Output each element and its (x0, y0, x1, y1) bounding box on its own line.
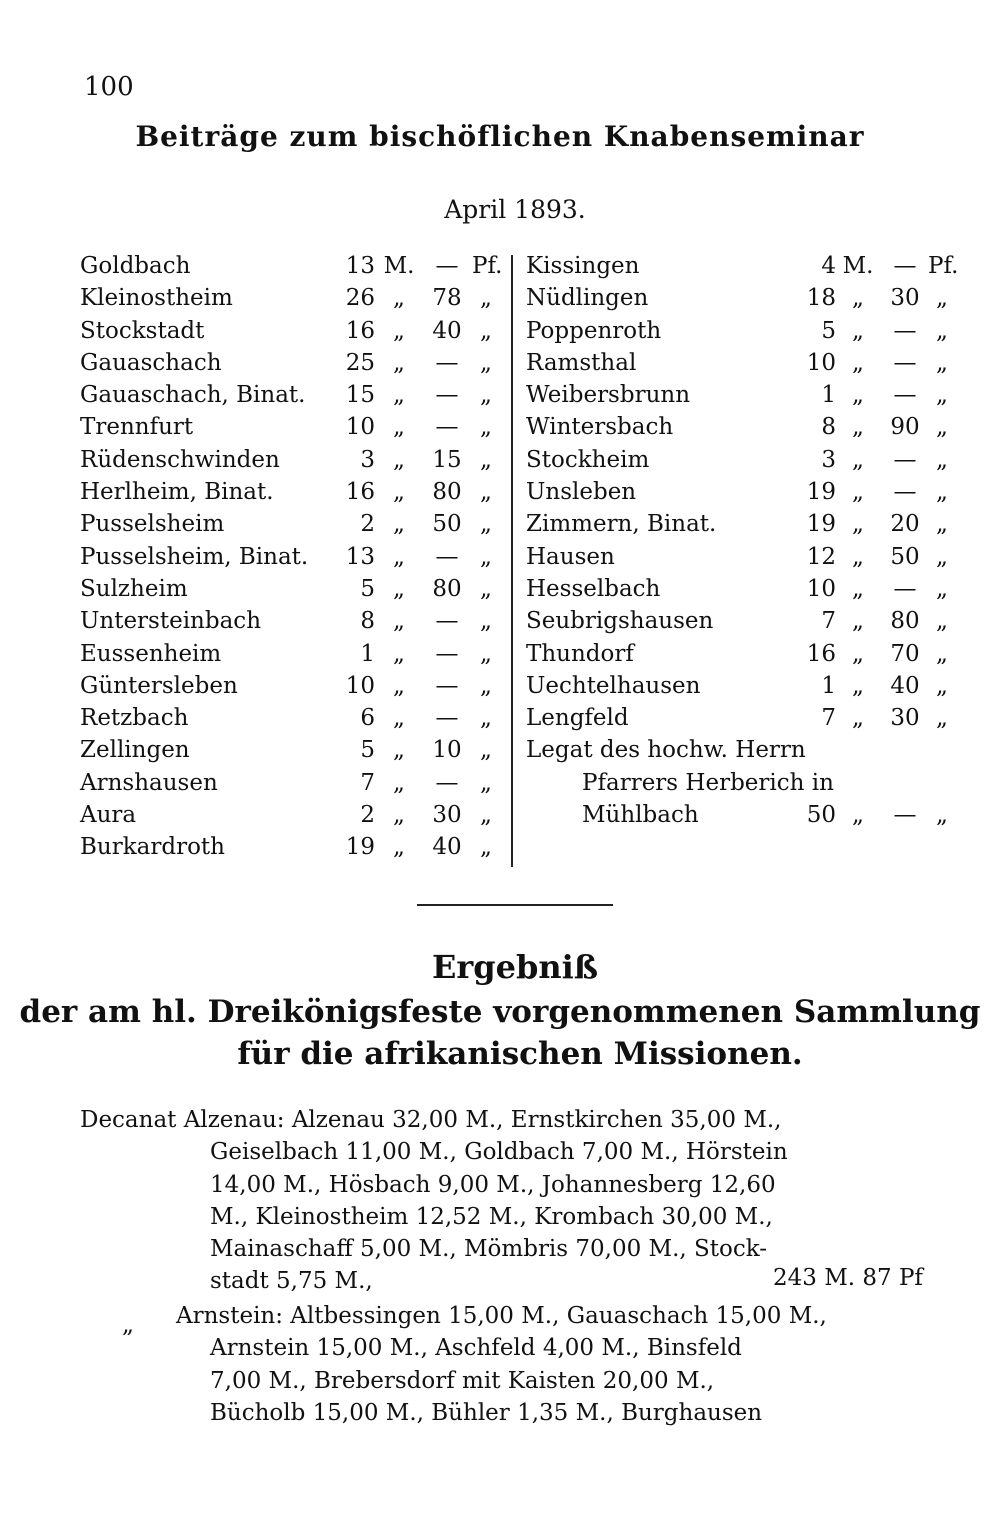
decanat-alzenau-total: 243 M. 87 Pf (773, 1265, 923, 1291)
place-name: Uechtelhausen (526, 672, 701, 699)
section-title-line-3: für die afrikanischen Missionen. (237, 1036, 803, 1072)
donation-row (80, 315, 500, 347)
place-name: Wintersbach (526, 414, 674, 441)
mark-amount: 16 (806, 640, 836, 667)
pfennig-unit: „ (480, 414, 492, 441)
decanat-line: stadt 5,75 M., (210, 1268, 373, 1295)
mark-unit: „ (852, 640, 864, 667)
pfennig-unit: „ (936, 640, 948, 667)
mark-unit: „ (393, 479, 405, 506)
pfennig-unit: „ (936, 479, 948, 506)
pfennig-amount: — (435, 414, 459, 441)
place-name: Untersteinbach (80, 608, 262, 635)
donation-row (80, 444, 500, 476)
pfennig-unit: „ (480, 705, 492, 732)
mark-unit: „ (852, 479, 864, 506)
date-heading: April 1893. (444, 195, 586, 224)
pfennig-amount: — (893, 317, 917, 344)
place-name: Kleinostheim (80, 285, 233, 312)
pfennig-amount: 30 (890, 285, 920, 312)
mark-amount: 4 (821, 253, 836, 279)
page-title: Beiträge zum bischöflichen Knabenseminar (135, 120, 865, 153)
right-donation-column (526, 250, 959, 831)
place-name: Thundorf (526, 640, 634, 667)
donation-row (526, 541, 956, 573)
pfennig-amount: 80 (890, 608, 920, 635)
mark-amount: 25 (345, 349, 375, 376)
decanat-line: M., Kleinostheim 12,52 M., Krombach 30,00 M., (210, 1203, 773, 1230)
mark-unit: „ (393, 414, 405, 441)
pfennig-amount: 10 (432, 737, 462, 764)
place-name: Eussenheim (80, 640, 222, 667)
mark-unit: „ (393, 285, 405, 312)
mark-amount: 2 (360, 802, 375, 829)
mark-unit: „ (393, 705, 405, 732)
pfennig-amount: — (893, 446, 917, 473)
mark-unit: „ (393, 543, 405, 570)
donation-row (80, 702, 500, 734)
place-name: Stockstadt (80, 317, 205, 344)
mark-amount: 10 (345, 414, 375, 441)
pfennig-amount: 90 (890, 414, 920, 441)
mark-unit: „ (393, 834, 405, 861)
pfennig-amount: — (435, 640, 459, 667)
mark-unit: „ (852, 414, 864, 441)
decanat-arnstein-entry (176, 1300, 827, 1429)
pfennig-unit: „ (936, 349, 948, 376)
pfennig-amount: 70 (890, 640, 920, 667)
donation-row (80, 767, 500, 799)
place-name: Pfarrers Herberich in (582, 769, 834, 796)
pfennig-unit: „ (936, 802, 948, 829)
pfennig-unit: „ (936, 672, 948, 699)
place-name: Burkardroth (80, 834, 225, 861)
pfennig-unit: „ (480, 737, 492, 764)
mark-amount: 3 (821, 446, 836, 473)
mark-amount: 19 (806, 511, 836, 538)
pfennig-unit: „ (480, 446, 492, 473)
pfennig-unit: „ (480, 285, 492, 312)
place-name: Gauaschach (80, 349, 222, 376)
mark-amount: 10 (806, 349, 836, 376)
mark-unit: „ (393, 511, 405, 538)
place-name: Herlheim, Binat. (80, 479, 274, 506)
pfennig-amount: 30 (432, 802, 462, 829)
donation-row (80, 541, 500, 573)
place-name: Hesselbach (526, 575, 661, 602)
donation-row (80, 347, 500, 379)
pfennig-amount: — (435, 382, 459, 409)
mark-unit: „ (393, 802, 405, 829)
pfennig-unit: „ (936, 511, 948, 538)
pfennig-amount: 40 (890, 672, 920, 699)
pfennig-amount: — (435, 253, 459, 279)
mark-amount: 1 (821, 672, 836, 699)
mark-unit: „ (852, 446, 864, 473)
place-name: Goldbach (80, 253, 191, 279)
mark-amount: 1 (821, 382, 836, 409)
pfennig-unit: Pf. (472, 253, 503, 279)
pfennig-amount: 80 (432, 575, 462, 602)
donation-row (526, 315, 956, 347)
donation-row (526, 444, 956, 476)
place-name: Unsleben (526, 479, 637, 506)
mark-unit: „ (393, 349, 405, 376)
donation-row (526, 573, 956, 605)
mark-amount: 10 (806, 575, 836, 602)
mark-amount: 5 (821, 317, 836, 344)
pfennig-unit: „ (936, 446, 948, 473)
place-name: Aura (80, 802, 137, 829)
mark-amount: 7 (821, 608, 836, 635)
donation-row (526, 508, 956, 540)
pfennig-amount: — (435, 672, 459, 699)
place-name: Stockheim (526, 446, 650, 473)
pfennig-unit: „ (936, 543, 948, 570)
place-name: Poppenroth (526, 317, 662, 344)
donation-row (80, 831, 500, 863)
mark-unit: „ (393, 640, 405, 667)
donation-row (526, 250, 959, 282)
donation-row (526, 638, 956, 670)
mark-amount: 50 (806, 802, 836, 829)
pfennig-amount: 15 (432, 446, 462, 473)
pfennig-amount: 50 (890, 543, 920, 570)
place-name: Sulzheim (80, 575, 188, 602)
place-name: Rüdenschwinden (80, 446, 280, 473)
mark-amount: 13 (345, 543, 375, 570)
mark-unit: „ (852, 349, 864, 376)
donation-row (526, 476, 956, 508)
place-name: Arnshausen (80, 769, 218, 796)
place-name: Lengfeld (526, 705, 629, 732)
mark-unit: „ (852, 511, 864, 538)
pfennig-unit: „ (480, 640, 492, 667)
decanat-line: Bücholb 15,00 M., Bühler 1,35 M., Burghausen (210, 1399, 763, 1426)
donation-row (80, 670, 500, 702)
mark-amount: 3 (360, 446, 375, 473)
decanat-line: Geiselbach 11,00 M., Goldbach 7,00 M., Hörstein (210, 1139, 788, 1166)
donation-row (80, 282, 500, 314)
mark-amount: 8 (360, 608, 375, 635)
donation-row (526, 379, 956, 411)
place-name: Kissingen (526, 253, 640, 279)
donation-row (526, 282, 956, 314)
section-divider (417, 904, 613, 906)
mark-unit: „ (852, 672, 864, 699)
pfennig-unit: „ (480, 543, 492, 570)
donation-row (526, 670, 956, 702)
donation-row (80, 605, 500, 637)
place-name: Legat des hochw. Herrn (526, 737, 806, 764)
mark-amount: 10 (345, 672, 375, 699)
left-donation-column (80, 250, 503, 864)
pfennig-amount: — (893, 253, 917, 279)
donation-row (80, 799, 500, 831)
section-title-line-1: Ergebniß (431, 948, 599, 986)
donation-row (80, 508, 500, 540)
place-name: Trennfurt (80, 414, 194, 441)
place-name: Ramsthal (526, 349, 637, 376)
pfennig-unit: „ (936, 608, 948, 635)
decanat-line: 14,00 M., Hösbach 9,00 M., Johannesberg 12,60 (210, 1171, 776, 1198)
mark-amount: 16 (345, 479, 375, 506)
mark-unit: „ (852, 382, 864, 409)
donation-row (80, 379, 500, 411)
mark-unit: „ (393, 672, 405, 699)
pfennig-amount: — (893, 802, 917, 829)
pfennig-amount: 50 (432, 511, 462, 538)
place-name: Pusselsheim (80, 511, 225, 538)
place-name: Weibersbrunn (526, 382, 691, 409)
donation-row (526, 702, 956, 734)
pfennig-amount: — (893, 479, 917, 506)
page-number: 100 (84, 72, 134, 102)
pfennig-unit: „ (936, 414, 948, 441)
donation-row (526, 411, 956, 443)
mark-amount: 5 (360, 737, 375, 764)
mark-unit: „ (852, 575, 864, 602)
mark-unit: „ (852, 705, 864, 732)
pfennig-amount: — (435, 769, 459, 796)
decanat-line: Decanat Alzenau: Alzenau 32,00 M., Ernstkirchen 35,00 M., (80, 1107, 782, 1133)
mark-amount: 7 (821, 705, 836, 732)
pfennig-unit: „ (480, 834, 492, 861)
donation-row (80, 476, 500, 508)
donation-row (80, 638, 500, 670)
mark-amount: 26 (345, 285, 375, 312)
decanat-line: Mainaschaff 5,00 M., Mömbris 70,00 M., Stock- (210, 1236, 768, 1263)
pfennig-unit: „ (936, 285, 948, 312)
column-divider (511, 255, 513, 867)
donation-row (526, 347, 956, 379)
mark-unit: „ (393, 575, 405, 602)
place-name: Hausen (526, 543, 615, 570)
pfennig-unit: „ (480, 349, 492, 376)
pfennig-unit: „ (480, 511, 492, 538)
pfennig-unit: „ (480, 317, 492, 344)
pfennig-amount: — (435, 349, 459, 376)
mark-unit: „ (852, 608, 864, 635)
mark-amount: 13 (345, 253, 375, 279)
pfennig-unit: „ (936, 382, 948, 409)
place-name: Mühlbach (582, 802, 699, 829)
place-name: Nüdlingen (526, 285, 649, 312)
mark-unit: „ (852, 317, 864, 344)
mark-amount: 19 (806, 479, 836, 506)
mark-amount: 2 (360, 511, 375, 538)
mark-amount: 18 (806, 285, 836, 312)
pfennig-unit: „ (480, 769, 492, 796)
donation-row (80, 734, 500, 766)
donation-row (80, 573, 500, 605)
pfennig-amount: — (893, 575, 917, 602)
pfennig-amount: — (893, 382, 917, 409)
mark-unit: „ (393, 737, 405, 764)
mark-amount: 6 (360, 705, 375, 732)
donation-row (526, 605, 956, 637)
donation-row (80, 411, 500, 443)
pfennig-unit: „ (936, 317, 948, 344)
decanat-alzenau-entry (80, 1104, 788, 1298)
mark-amount: 19 (345, 834, 375, 861)
donation-row (526, 734, 956, 766)
mark-unit: „ (852, 285, 864, 312)
decanat-line: Arnstein 15,00 M., Aschfeld 4,00 M., Binsfeld (210, 1335, 742, 1362)
place-name: Güntersleben (80, 672, 238, 699)
pfennig-amount: 40 (432, 317, 462, 344)
donation-row (526, 799, 956, 831)
pfennig-unit: „ (936, 575, 948, 602)
pfennig-amount: 40 (432, 834, 462, 861)
pfennig-amount: — (435, 608, 459, 635)
ditto-mark: „ (122, 1312, 134, 1338)
pfennig-unit: „ (936, 705, 948, 732)
mark-amount: 1 (360, 640, 375, 667)
mark-amount: 8 (821, 414, 836, 441)
pfennig-amount: — (435, 705, 459, 732)
place-name: Zellingen (80, 737, 190, 764)
pfennig-unit: „ (480, 802, 492, 829)
place-name: Zimmern, Binat. (526, 511, 717, 538)
pfennig-unit: „ (480, 382, 492, 409)
mark-amount: 12 (806, 543, 836, 570)
decanat-line: Arnstein: Altbessingen 15,00 M., Gauaschach 15,00 M., (176, 1303, 827, 1329)
pfennig-amount: 80 (432, 479, 462, 506)
mark-unit: M. (842, 253, 874, 279)
place-name: Pusselsheim, Binat. (80, 543, 309, 570)
mark-unit: „ (852, 543, 864, 570)
pfennig-amount: — (893, 349, 917, 376)
pfennig-unit: „ (480, 479, 492, 506)
place-name: Gauaschach, Binat. (80, 382, 306, 409)
decanat-line: 7,00 M., Brebersdorf mit Kaisten 20,00 M., (210, 1367, 715, 1394)
pfennig-amount: — (435, 543, 459, 570)
pfennig-unit: Pf. (928, 253, 959, 279)
mark-unit: „ (852, 802, 864, 829)
section-title-line-2: der am hl. Dreikönigsfeste vorgenommenen Sammlung (19, 994, 981, 1030)
donation-row (80, 250, 503, 282)
donation-row (526, 767, 956, 799)
mark-amount: 16 (345, 317, 375, 344)
pfennig-amount: 78 (432, 285, 462, 312)
mark-unit: „ (393, 446, 405, 473)
mark-unit: „ (393, 608, 405, 635)
mark-amount: 15 (345, 382, 375, 409)
pfennig-unit: „ (480, 672, 492, 699)
mark-unit: „ (393, 317, 405, 344)
pfennig-amount: 30 (890, 705, 920, 732)
pfennig-unit: „ (480, 575, 492, 602)
place-name: Retzbach (80, 705, 189, 732)
mark-amount: 7 (360, 769, 375, 796)
mark-unit: M. (383, 253, 415, 279)
mark-amount: 5 (360, 575, 375, 602)
mark-unit: „ (393, 769, 405, 796)
pfennig-unit: „ (480, 608, 492, 635)
place-name: Seubrigshausen (526, 608, 714, 635)
mark-unit: „ (393, 382, 405, 409)
pfennig-amount: 20 (890, 511, 920, 538)
